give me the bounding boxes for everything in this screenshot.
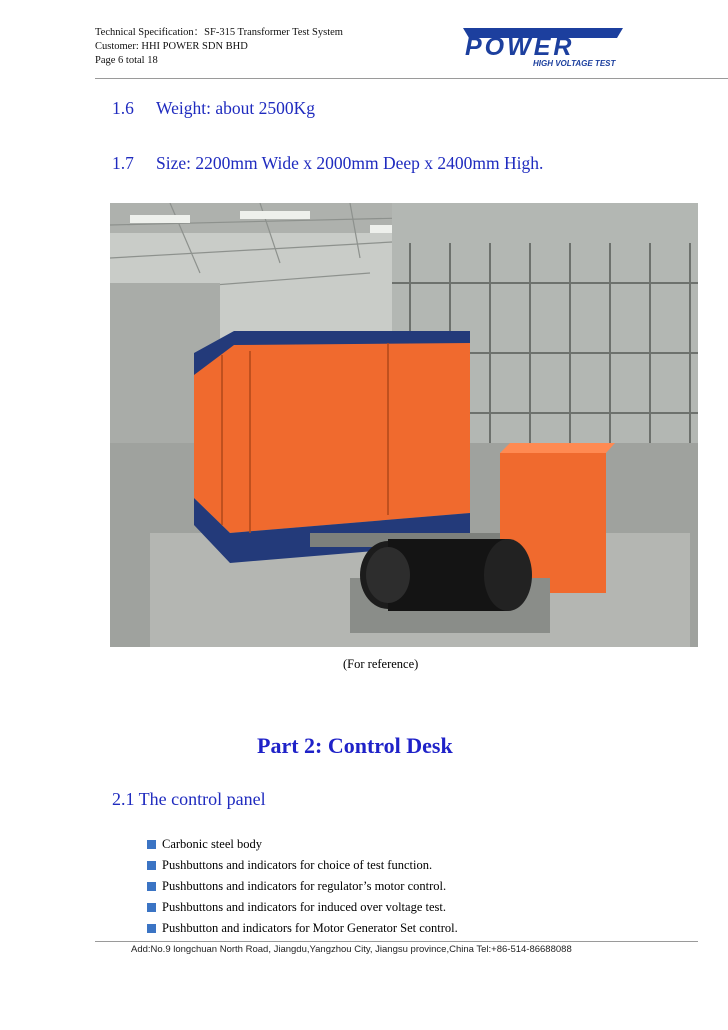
bullet-square-icon [147, 861, 156, 870]
list-item-text: Pushbuttons and indicators for regulator’s motor control. [162, 879, 447, 893]
spec-text: Weight: about 2500Kg [156, 98, 315, 118]
list-item [147, 834, 458, 855]
feature-list [147, 834, 458, 939]
list-item [147, 897, 458, 918]
equipment-photo-drawing [110, 203, 698, 647]
list-item-text: Carbonic steel body [162, 837, 262, 851]
list-item [147, 855, 458, 876]
spec-text: Size: 2200mm Wide x 2000mm Deep x 2400mm High. [156, 153, 544, 173]
part-title: Part 2: Control Desk [257, 733, 453, 758]
section-title: 2.1 The control panel [112, 789, 266, 809]
header-divider [95, 78, 728, 79]
photo-caption: (For reference) [343, 657, 419, 671]
spec-number: 1.7 [112, 153, 134, 173]
header-spec-title: Technical Specification：SF-315 Transformer Test System [95, 27, 343, 38]
spec-number: 1.6 [112, 98, 134, 118]
logo-wordmark: POWER [465, 33, 575, 61]
list-item-text: Pushbuttons and indicators for choice of test function. [162, 858, 433, 872]
power-logo [455, 24, 625, 70]
list-item-text: Pushbutton and indicators for Motor Generator Set control. [162, 921, 458, 935]
equipment-photo [110, 203, 698, 647]
header-page-number: Page 6 total 18 [95, 55, 158, 66]
bullet-square-icon [147, 840, 156, 849]
bullet-square-icon [147, 924, 156, 933]
list-item-text: Pushbuttons and indicators for induced over voltage test. [162, 900, 446, 914]
list-item [147, 876, 458, 897]
bullet-square-icon [147, 882, 156, 891]
bullet-square-icon [147, 903, 156, 912]
header-customer: Customer: HHI POWER SDN BHD [95, 41, 248, 52]
list-item [147, 918, 458, 939]
footer-divider [95, 941, 698, 942]
logo-tagline: HIGH VOLTAGE TEST [533, 59, 616, 68]
footer-address: Add:No.9 longchuan North Road, Jiangdu,Yangzhou City, Jiangsu province,China Tel:+86-514-86688088 [131, 944, 572, 955]
